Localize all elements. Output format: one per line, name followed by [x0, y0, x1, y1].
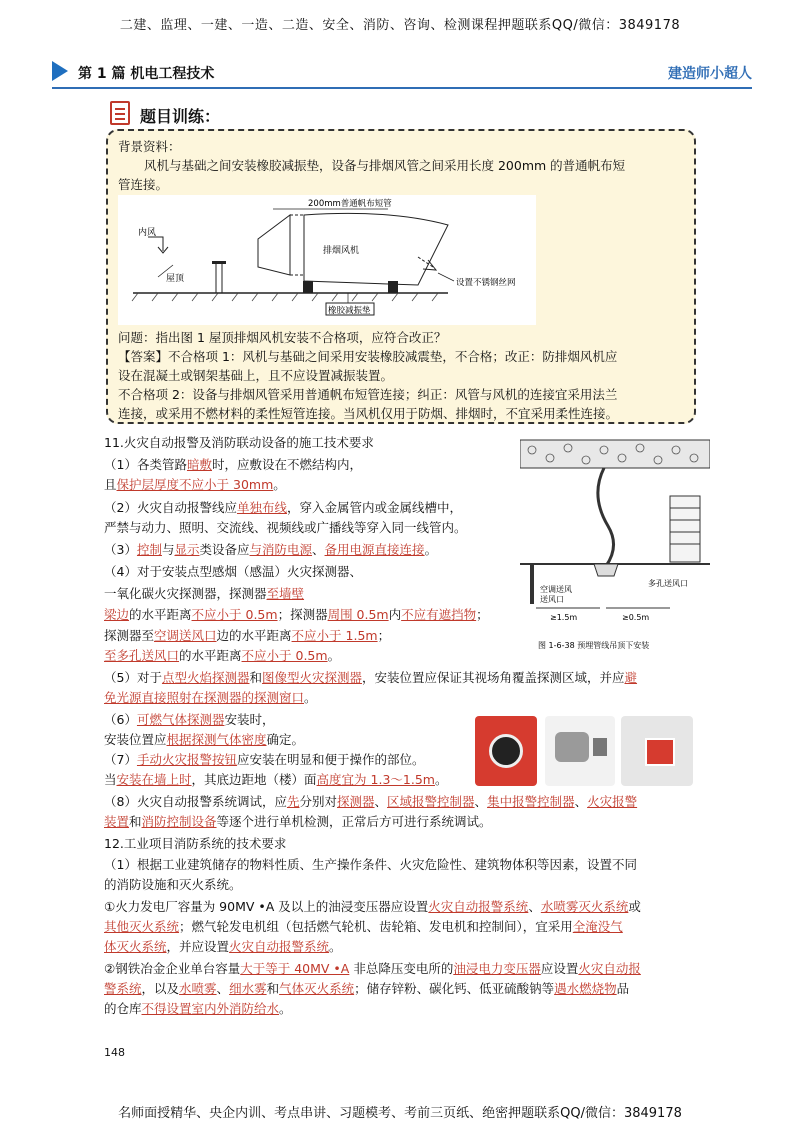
mesh-label: 设置不锈钢丝网	[456, 278, 516, 288]
dist-05-label: ≥0.5m	[622, 613, 650, 622]
duct-label: 200mm普通帆布短管	[308, 199, 392, 209]
answer-text: 不合格项 2：设备与排烟风管采用普通帆布短管连接；纠正：风管与风机的连接宜采用法兰	[118, 387, 618, 402]
paragraph-line: 的消防设施和灭火系统。	[104, 877, 242, 892]
figure-caption: 图 1-6-38 预埋管线吊顶下安装	[538, 641, 650, 650]
paragraph-line: （1）各类管路暗敷时，应敷设在不燃结构内，	[104, 457, 362, 472]
paragraph-line: 当安装在墙上时，其底边距地（楼）面高度宜为 1.3～1.5m。	[104, 772, 448, 787]
air-label: 空调送风	[540, 585, 572, 594]
dist-15-label: ≥1.5m	[550, 613, 578, 622]
fan-label: 排烟风机	[323, 246, 360, 256]
base-label: 屋顶	[166, 274, 185, 284]
paragraph-line: 警系统，以及水喷雾、细水雾和气体灭火系统；储存锌粉、碳化钙、低亚硫酸钠等遇水燃烧物品	[104, 981, 630, 996]
paragraph-line: （7）手动火灾报警按钮应安装在明显和便于操作的部位。	[104, 752, 425, 767]
notepad-icon	[110, 101, 130, 125]
paragraph-line: 一氧化碳火灾探测器，探测器至墙壁	[104, 586, 305, 601]
bg-label: 背景资料：	[118, 139, 181, 154]
air-label-2: 送风口	[540, 595, 564, 604]
detector-figure	[520, 436, 710, 656]
section-heading: 12.工业项目消防系统的技术要求	[104, 836, 287, 851]
bg-line: 风机与基础之间安装橡胶减振垫，设备与排烟风管之间采用长度 200mm 的普通帆布短	[144, 158, 626, 173]
paragraph-line: （1）根据工业建筑储存的物料性质、生产操作条件、火灾危险性、建筑物体积等因素，设置不同	[104, 857, 637, 872]
answer-text: 设在混凝土或钢架基础上，且不应设置减振装置。	[118, 368, 394, 383]
detector-diagram	[520, 436, 710, 656]
chapter-arrow-icon	[52, 61, 68, 81]
paragraph-line: 安装位置应根据探测气体密度确定。	[104, 732, 305, 747]
section-heading: 11.火灾自动报警及消防联动设备的施工技术要求	[104, 435, 374, 450]
paragraph-line: 梁边的水平距离不应小于 0.5m；探测器周围 0.5m内不应有遮挡物；	[104, 607, 489, 622]
pad-label: 橡胶减振垫	[328, 306, 371, 316]
fan-install-figure	[118, 195, 536, 325]
answer-text: 连接，或采用不燃材料的柔性短管连接。当风机仅用于防烟、排烟时，不宜采用柔性连接。	[118, 406, 619, 421]
paragraph-line: 的仓库不得设置室内外消防给水。	[104, 1001, 292, 1016]
chapter-title: 第 1 篇 机电工程技术	[78, 66, 215, 82]
paragraph-line: 严禁与动力、照明、交流线、视频线或广播线等穿入同一线管内。	[104, 520, 467, 535]
chapter-header	[52, 57, 752, 87]
paragraph-line: 装置和消防控制设备等逐个进行单机检测，正常后方可进行系统调试。	[104, 814, 492, 829]
author-name: 建造师小超人	[668, 66, 752, 82]
paragraph-line: 且保护层厚度不应小于 30mm。	[104, 477, 286, 492]
question-text: 问题：指出图 1 屋顶排烟风机安装不合格项，应符合改正？	[118, 330, 447, 345]
paragraph-line: （5）对于点型火焰探测器和图像型火灾探测器，安装位置应保证其视场角覆盖探测区域，并应避	[104, 670, 638, 685]
paragraph-line: ②钢铁冶金企业单台容量大于等于 40MV •A 非总降压变电所的油浸电力变压器应设置火灾自动报	[104, 961, 641, 976]
paragraph-line: （3）控制与显示类设备应与消防电源、备用电源直接连接。	[104, 542, 438, 557]
paragraph-line: 至多孔送风口的水平距离不应小于 0.5m。	[104, 648, 341, 663]
inlet-label: 内风	[138, 228, 157, 238]
paragraph-line: （6）可燃气体探测器安装时，	[104, 712, 275, 727]
bg-line: 管连接。	[118, 177, 169, 192]
fan-diagram	[118, 195, 536, 325]
multi-label: 多孔送风口	[648, 579, 688, 588]
top-banner: 二建、监理、一建、一造、二造、安全、消防、咨询、检测课程押题联系QQ/微信：3849178	[119, 18, 681, 33]
header-divider	[52, 87, 752, 89]
paragraph-line: 体灭火系统，并应设置火灾自动报警系统。	[104, 939, 342, 954]
paragraph-line: （8）火灾自动报警系统调试，应先分别对探测器、区域报警控制器、集中报警控制器、火灾报警	[104, 794, 638, 809]
page-number: 148	[104, 1046, 125, 1059]
paragraph-line: 免光源直接照射在探测器的探测窗口。	[104, 690, 317, 705]
exercise-box	[106, 129, 696, 424]
paragraph-line: （4）对于安装点型感烟（感温）火灾探测器、	[104, 564, 362, 579]
paragraph-line: ①火力发电厂容量为 90MV •A 及以上的油浸变压器应设置火灾自动报警系统、水喷雾灭火系统或	[104, 899, 641, 914]
exercise-title: 题目训练：	[140, 107, 221, 126]
footer-banner: 名师面授精华、央企内训、考点串讲、习题模考、考前三页纸、绝密押题联系QQ/微信：3849178	[118, 1106, 682, 1121]
gas-detector-photo	[545, 716, 615, 786]
paragraph-line: 其他灭火系统；燃气轮发电机组（包括燃气轮机、齿轮箱、发电机和控制间），宜采用全淹没气	[104, 919, 623, 934]
answer-text: 【答案】不合格项 1：风机与基础之间采用安装橡胶减震垫，不合格；改正：防排烟风机应	[118, 349, 618, 364]
manual-alarm-photo	[621, 716, 693, 786]
paragraph-line: （2）火灾自动报警线应单独布线，穿入金属管内或金属线槽中，	[104, 500, 462, 515]
paragraph-line: 探测器至空调送风口边的水平距离不应小于 1.5m；	[104, 628, 391, 643]
flame-detector-photo	[475, 716, 537, 786]
